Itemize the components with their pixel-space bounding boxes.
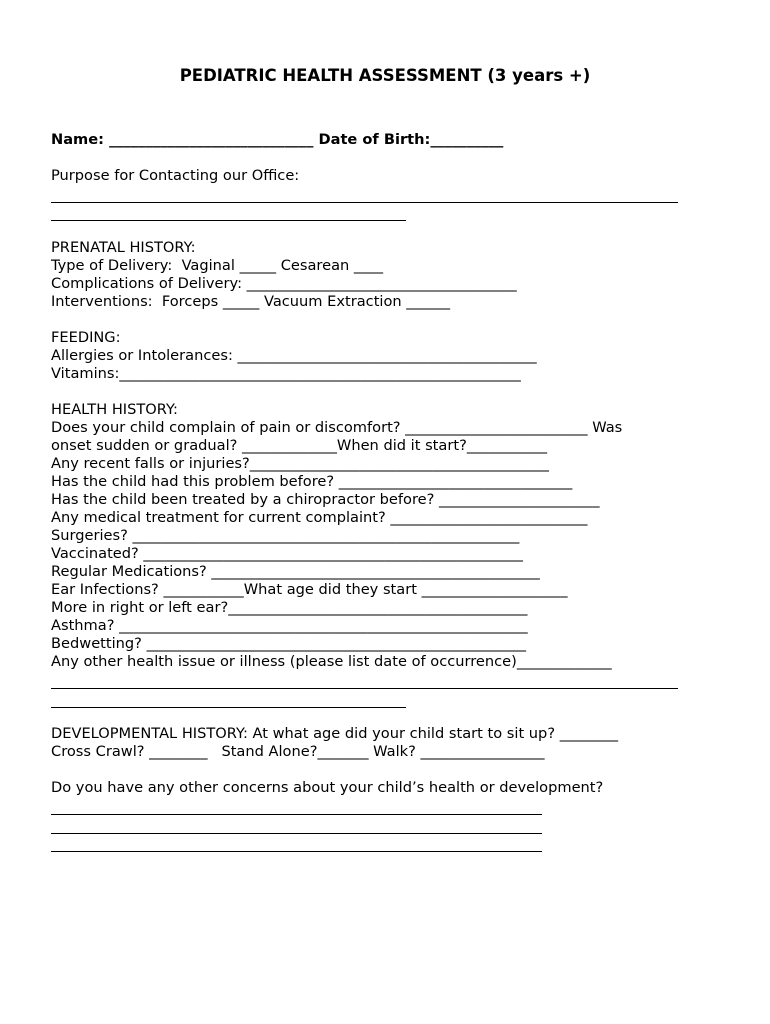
purpose-label: Purpose for Contacting our Office: [51,167,300,184]
developmental-milestones[interactable]: Cross Crawl? ________ Stand Alone?_______ Walk? _________________ [51,743,545,760]
health-medications[interactable]: Regular Medications? _____________________________________________ [51,563,540,580]
concerns-blank-2[interactable] [51,833,542,834]
health-pain[interactable]: Does your child complain of pain or discomfort? _________________________ Was [51,419,623,436]
health-bedwetting[interactable]: Bedwetting? ____________________________________________________ [51,635,527,652]
health-problem-before[interactable]: Has the child had this problem before? ________________________________ [51,473,573,490]
page-title: PEDIATRIC HEALTH ASSESSMENT (3 years +) [179,66,591,85]
feeding-allergies[interactable]: Allergies or Intolerances: _________________________________________ [51,347,537,364]
prenatal-interventions[interactable]: Interventions: Forceps _____ Vacuum Extraction ______ [51,293,451,310]
health-onset[interactable]: onset sudden or gradual? _____________When did it start?___________ [51,437,548,454]
purpose-blank-1[interactable] [51,202,678,203]
concerns-label: Do you have any other concerns about your child’s health or development? [51,779,604,796]
health-falls[interactable]: Any recent falls or injuries?_________________________________________ [51,455,549,472]
developmental-sit-up[interactable]: DEVELOPMENTAL HISTORY: At what age did your child start to sit up? ________ [51,725,619,742]
health-other-issues[interactable]: Any other health issue or illness (please list date of occurrence)_____________ [51,653,612,670]
health-blank-2[interactable] [51,707,406,708]
prenatal-header: PRENATAL HISTORY: [51,239,196,256]
health-vaccinated[interactable]: Vaccinated? ____________________________________________________ [51,545,523,562]
name-dob-line[interactable]: Name: ____________________________ Date of Birth:__________ [51,131,504,148]
health-ear-side[interactable]: More in right or left ear?_________________________________________ [51,599,528,616]
concerns-blank-3[interactable] [51,851,542,852]
health-asthma[interactable]: Asthma? ________________________________________________________ [51,617,528,634]
health-header: HEALTH HISTORY: [51,401,178,418]
health-chiropractor[interactable]: Has the child been treated by a chiropractor before? ______________________ [51,491,600,508]
feeding-header: FEEDING: [51,329,121,346]
purpose-blank-2[interactable] [51,220,406,221]
prenatal-complications[interactable]: Complications of Delivery: _____________________________________ [51,275,517,292]
health-blank-1[interactable] [51,688,678,689]
feeding-vitamins[interactable]: Vitamins:_______________________________________________________ [51,365,521,382]
health-ear-infections[interactable]: Ear Infections? ___________What age did they start ____________________ [51,581,568,598]
concerns-blank-1[interactable] [51,814,542,815]
health-surgeries[interactable]: Surgeries? _____________________________________________________ [51,527,520,544]
health-medical-treatment[interactable]: Any medical treatment for current complaint? ___________________________ [51,509,588,526]
prenatal-delivery[interactable]: Type of Delivery: Vaginal _____ Cesarean ____ [51,257,384,274]
